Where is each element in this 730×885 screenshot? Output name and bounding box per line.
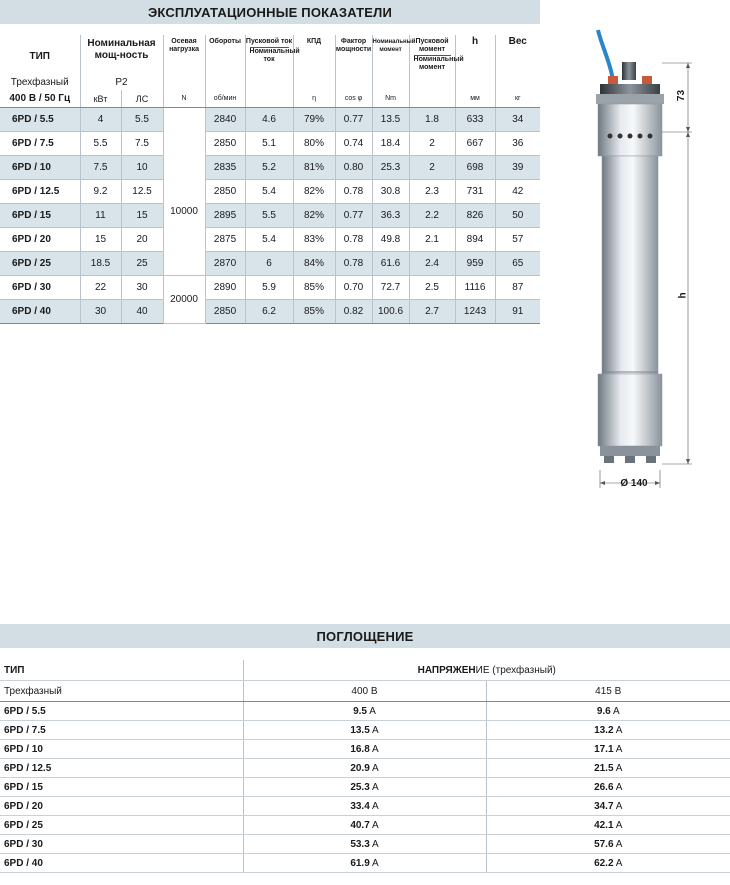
abs-unit: A	[615, 838, 623, 850]
header-type: ТИП	[29, 50, 50, 62]
row-type: 6PD / 40	[0, 300, 80, 324]
abs-voltage-bold: НАПРЯЖЕН	[417, 664, 476, 676]
row-start: 4.6	[245, 108, 293, 132]
header-nominal-current-label: Номинальный ток	[249, 48, 300, 63]
row-start: 6.2	[245, 300, 293, 324]
abs-unit: A	[372, 724, 379, 736]
row-rpm: 2870	[205, 252, 245, 276]
row-h: 667	[455, 132, 495, 156]
row-cos: 0.78	[335, 228, 372, 252]
row-eff: 85%	[293, 300, 335, 324]
row-type: 6PD / 5.5	[0, 108, 80, 132]
abs-400	[243, 721, 486, 740]
performance-table	[0, 35, 540, 324]
row-kw: 4	[80, 108, 121, 132]
unit-n: N	[163, 90, 205, 108]
table-row	[0, 759, 730, 778]
table-row	[0, 300, 540, 324]
abs-415	[486, 759, 730, 778]
row-cos: 0.80	[335, 156, 372, 180]
row-tq: 1.8	[409, 108, 455, 132]
row-rpm: 2840	[205, 108, 245, 132]
abs-unit: A	[615, 781, 623, 793]
row-start: 5.5	[245, 204, 293, 228]
unit-kg: кг	[495, 90, 540, 108]
row-cos: 0.82	[335, 300, 372, 324]
row-nm: 25.3	[372, 156, 409, 180]
abs-415	[486, 835, 730, 854]
row-kg: 65	[495, 252, 540, 276]
row-h: 826	[455, 204, 495, 228]
abs-400-value: 16.8	[350, 743, 370, 755]
abs-415-value: 62.2	[594, 857, 614, 869]
table-row	[0, 835, 730, 854]
row-rpm: 2835	[205, 156, 245, 180]
row-kg: 91	[495, 300, 540, 324]
header-height: h	[455, 35, 495, 75]
header-power-factor: Фактор мощности	[335, 35, 372, 75]
table-row	[0, 276, 540, 300]
abs-unit: A	[372, 819, 379, 831]
header-three-phase: Трехфазный	[10, 77, 69, 88]
row-kw: 9.2	[80, 180, 121, 204]
row-nm: 61.6	[372, 252, 409, 276]
row-eff: 82%	[293, 180, 335, 204]
row-kg: 50	[495, 204, 540, 228]
row-nm: 30.8	[372, 180, 409, 204]
row-kg: 87	[495, 276, 540, 300]
abs-type: 6PD / 10	[0, 740, 243, 759]
header-start-current-label: Пусковой ток	[245, 38, 293, 45]
abs-400-value: 13.5	[350, 724, 370, 736]
row-cos: 0.77	[335, 108, 372, 132]
header-axial-load: Осевая нагрузка	[163, 35, 205, 75]
abs-400-value: 61.9	[350, 857, 370, 869]
abs-415	[486, 854, 730, 873]
row-tq: 2	[409, 156, 455, 180]
header-efficiency: КПД	[293, 35, 335, 75]
unit-eta: η	[293, 90, 335, 108]
row-h: 633	[455, 108, 495, 132]
motor-diagram	[570, 28, 720, 498]
unit-hp: ЛС	[121, 90, 163, 108]
header-speed: Обороты	[205, 35, 245, 75]
table-row	[0, 797, 730, 816]
shaft-icon	[622, 62, 636, 80]
abs-unit: A	[372, 781, 379, 793]
row-nm: 100.6	[372, 300, 409, 324]
unit-cos: cos φ	[335, 90, 372, 108]
row-kg: 42	[495, 180, 540, 204]
axial-load-10000: 10000	[163, 108, 205, 276]
row-type: 6PD / 30	[0, 276, 80, 300]
abs-415-value: 42.1	[594, 819, 614, 831]
row-eff: 85%	[293, 276, 335, 300]
row-rpm: 2890	[205, 276, 245, 300]
row-start: 5.1	[245, 132, 293, 156]
row-hp: 20	[121, 228, 163, 252]
row-start: 5.4	[245, 228, 293, 252]
row-type: 6PD / 10	[0, 156, 80, 180]
row-rpm: 2895	[205, 204, 245, 228]
unit-kw: кВт	[80, 90, 121, 108]
abs-400	[243, 816, 486, 835]
abs-voltage-rest: ИЕ (трехфазный)	[475, 664, 556, 676]
abs-header-three-phase: Трехфазный	[0, 681, 243, 702]
row-rpm: 2850	[205, 180, 245, 204]
header-nominal-torque: Номинальный момент	[372, 35, 409, 75]
row-kw: 22	[80, 276, 121, 300]
abs-415	[486, 702, 730, 721]
row-eff: 82%	[293, 204, 335, 228]
row-hp: 25	[121, 252, 163, 276]
abs-header-400: 400 В	[243, 681, 486, 702]
row-kg: 57	[495, 228, 540, 252]
row-tq: 2.1	[409, 228, 455, 252]
abs-unit: A	[372, 800, 379, 812]
abs-unit: A	[372, 762, 379, 774]
absorption-title: ПОГЛОЩЕНИЕ	[0, 624, 730, 648]
abs-415-value: 34.7	[594, 800, 614, 812]
motor-head	[598, 104, 662, 156]
row-eff: 79%	[293, 108, 335, 132]
row-hp: 40	[121, 300, 163, 324]
abs-header-type: ТИП	[0, 660, 243, 681]
row-eff: 84%	[293, 252, 335, 276]
table-row	[0, 252, 540, 276]
row-h: 894	[455, 228, 495, 252]
abs-type: 6PD / 25	[0, 816, 243, 835]
row-h: 959	[455, 252, 495, 276]
header-p2: P2	[80, 75, 163, 90]
abs-type: 6PD / 20	[0, 797, 243, 816]
abs-type: 6PD / 15	[0, 778, 243, 797]
abs-header-415: 415 В	[486, 681, 730, 702]
table-row	[0, 778, 730, 797]
abs-unit: A	[615, 762, 623, 774]
abs-400	[243, 778, 486, 797]
abs-415	[486, 721, 730, 740]
row-nm: 13.5	[372, 108, 409, 132]
abs-400	[243, 740, 486, 759]
row-hp: 12.5	[121, 180, 163, 204]
dim-h-label: h	[677, 292, 689, 299]
abs-415	[486, 740, 730, 759]
abs-400-value: 53.3	[350, 838, 370, 850]
header-start-torque-label: Пусковой момент	[415, 38, 449, 53]
row-eff: 80%	[293, 132, 335, 156]
abs-unit: A	[615, 800, 623, 812]
abs-unit: A	[615, 819, 623, 831]
row-rpm: 2850	[205, 132, 245, 156]
row-kg: 39	[495, 156, 540, 180]
row-hp: 15	[121, 204, 163, 228]
row-rpm: 2850	[205, 300, 245, 324]
row-kw: 15	[80, 228, 121, 252]
abs-unit: A	[372, 743, 379, 755]
table-row	[0, 228, 540, 252]
row-kw: 5.5	[80, 132, 121, 156]
row-kw: 7.5	[80, 156, 121, 180]
dim-top-label: 73	[676, 89, 688, 102]
header-start-torque	[409, 35, 464, 75]
unit-nm: Nm	[372, 90, 409, 108]
abs-400	[243, 797, 486, 816]
abs-415-value: 17.1	[594, 743, 614, 755]
row-tq: 2.5	[409, 276, 455, 300]
abs-unit: A	[615, 743, 623, 755]
abs-400	[243, 854, 486, 873]
row-type: 6PD / 15	[0, 204, 80, 228]
table-row	[0, 204, 540, 228]
abs-415-value: 57.6	[594, 838, 614, 850]
row-cos: 0.74	[335, 132, 372, 156]
diameter-label: Ø 140	[620, 478, 648, 489]
row-tq: 2.3	[409, 180, 455, 204]
abs-type: 6PD / 7.5	[0, 721, 243, 740]
performance-title: ЭКСПЛУАТАЦИОННЫЕ ПОКАЗАТЕЛИ	[0, 0, 540, 24]
row-nm: 49.8	[372, 228, 409, 252]
absorption-table	[0, 660, 730, 873]
row-nm: 72.7	[372, 276, 409, 300]
table-row	[0, 816, 730, 835]
abs-unit: A	[372, 857, 379, 869]
row-nm: 36.3	[372, 204, 409, 228]
unit-mm: мм	[455, 90, 495, 108]
header-weight: Вес	[495, 35, 540, 75]
abs-type: 6PD / 5.5	[0, 702, 243, 721]
row-start: 5.2	[245, 156, 293, 180]
abs-unit: A	[372, 838, 379, 850]
abs-400-value: 33.4	[350, 800, 370, 812]
row-tq: 2	[409, 132, 455, 156]
abs-415	[486, 816, 730, 835]
row-kg: 36	[495, 132, 540, 156]
table-row	[0, 108, 540, 132]
row-cos: 0.78	[335, 180, 372, 204]
row-tq: 2.2	[409, 204, 455, 228]
row-start: 6	[245, 252, 293, 276]
abs-type: 6PD / 40	[0, 854, 243, 873]
abs-400-value: 20.9	[350, 762, 370, 774]
row-h: 1116	[455, 276, 495, 300]
row-hp: 5.5	[121, 108, 163, 132]
row-nm: 18.4	[372, 132, 409, 156]
abs-415	[486, 797, 730, 816]
table-row	[0, 702, 730, 721]
table-row	[0, 132, 540, 156]
row-type: 6PD / 20	[0, 228, 80, 252]
abs-415-value: 26.6	[594, 781, 614, 793]
axial-load-20000: 20000	[163, 276, 205, 324]
abs-400-value: 40.7	[350, 819, 370, 831]
abs-415-value: 9.6	[596, 705, 611, 717]
row-type: 6PD / 7.5	[0, 132, 80, 156]
row-hp: 10	[121, 156, 163, 180]
table-row	[0, 854, 730, 873]
row-h: 698	[455, 156, 495, 180]
abs-unit: A	[615, 857, 623, 869]
row-start: 5.9	[245, 276, 293, 300]
table-row	[0, 180, 540, 204]
row-hp: 7.5	[121, 132, 163, 156]
abs-400-value: 25.3	[350, 781, 370, 793]
abs-type: 6PD / 12.5	[0, 759, 243, 778]
abs-header-voltage	[243, 660, 730, 681]
abs-type: 6PD / 30	[0, 835, 243, 854]
row-cos: 0.78	[335, 252, 372, 276]
abs-400	[243, 702, 486, 721]
row-rpm: 2875	[205, 228, 245, 252]
abs-unit: A	[615, 724, 623, 736]
abs-400	[243, 759, 486, 778]
header-start-current	[245, 35, 300, 75]
abs-400	[243, 835, 486, 854]
row-hp: 30	[121, 276, 163, 300]
table-row	[0, 721, 730, 740]
motor-body	[602, 156, 658, 374]
header-nominal-torque2-label: Номинальный момент	[413, 56, 464, 71]
row-h: 731	[455, 180, 495, 204]
row-cos: 0.77	[335, 204, 372, 228]
row-kw: 30	[80, 300, 121, 324]
row-kw: 18.5	[80, 252, 121, 276]
row-eff: 81%	[293, 156, 335, 180]
abs-unit: A	[612, 705, 620, 717]
row-eff: 83%	[293, 228, 335, 252]
row-h: 1243	[455, 300, 495, 324]
table-row	[0, 740, 730, 759]
row-tq: 2.7	[409, 300, 455, 324]
header-power: Номинальная мощ-ность	[80, 35, 163, 75]
abs-415-value: 21.5	[594, 762, 614, 774]
abs-400-value: 9.5	[353, 705, 367, 717]
abs-415-value: 13.2	[594, 724, 614, 736]
abs-415	[486, 778, 730, 797]
unit-rpm: об/мин	[205, 90, 245, 108]
header-voltage: 400 В / 50 Гц	[0, 90, 80, 108]
row-tq: 2.4	[409, 252, 455, 276]
table-row	[0, 156, 540, 180]
row-kg: 34	[495, 108, 540, 132]
row-type: 6PD / 25	[0, 252, 80, 276]
row-cos: 0.70	[335, 276, 372, 300]
row-type: 6PD / 12.5	[0, 180, 80, 204]
row-start: 5.4	[245, 180, 293, 204]
abs-unit: A	[369, 705, 376, 717]
row-kw: 11	[80, 204, 121, 228]
